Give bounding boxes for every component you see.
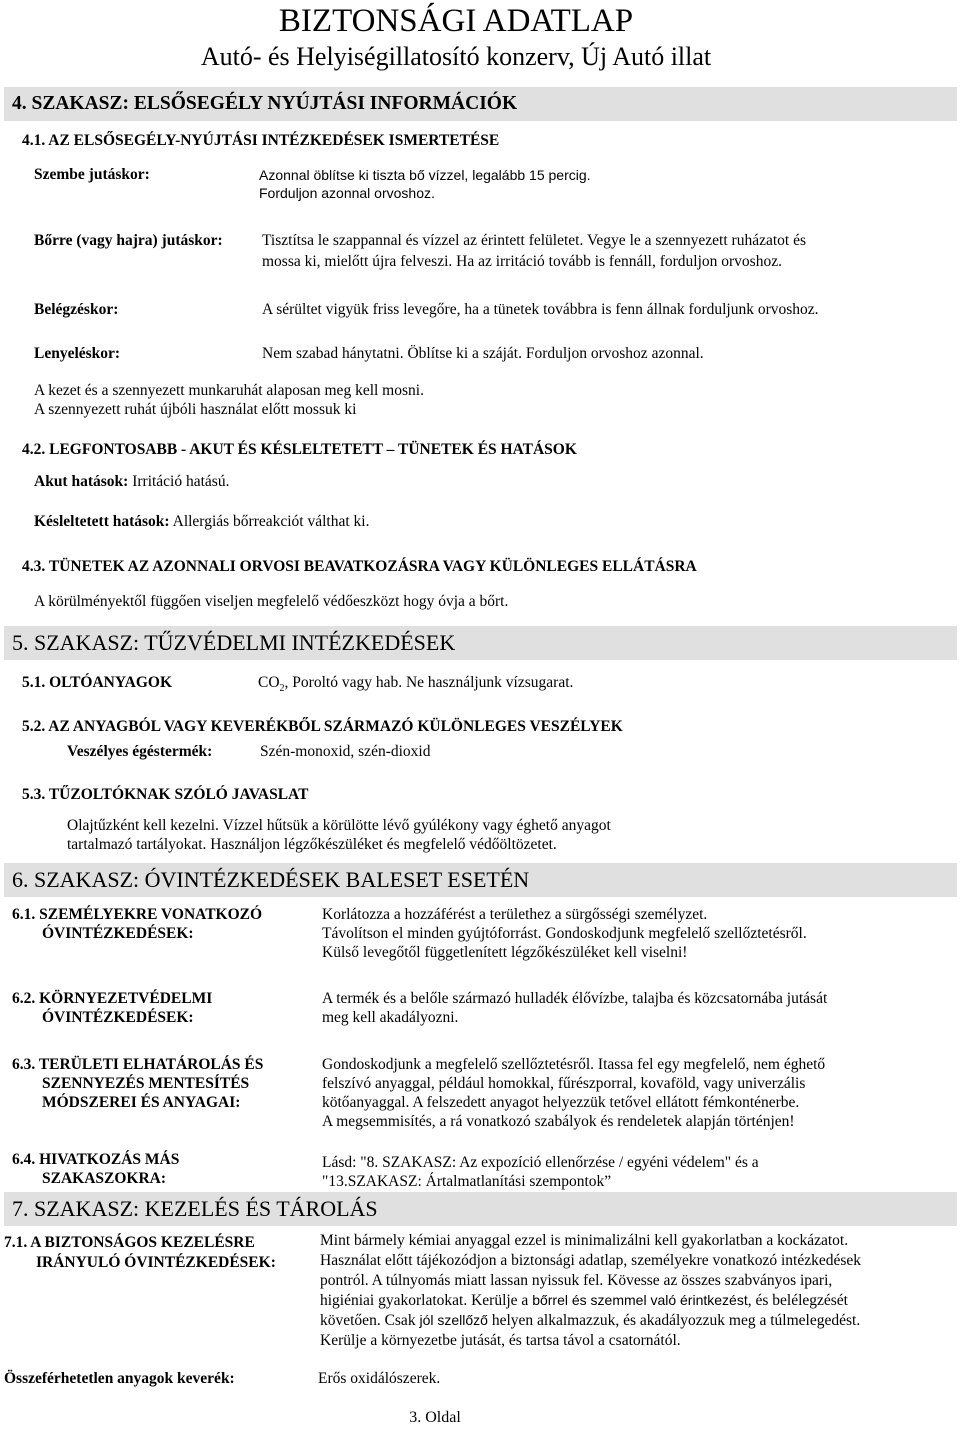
acute-effects-label: Akut hatások: bbox=[34, 473, 129, 490]
environmental-precautions-line-2: meg kell akadályozni. bbox=[322, 1009, 459, 1026]
eye-contact-line-2: Forduljon azonnal orvoshoz. bbox=[259, 185, 435, 201]
subsection-6-2-heading-2: ÓVINTÉZKEDÉSEK: bbox=[42, 1009, 194, 1026]
safe-handling-line-5 bbox=[320, 1311, 860, 1330]
containment-line-4: A megsemmisítés, a rá vonatkozó szabályok és rendeletek alapján történjen! bbox=[322, 1113, 795, 1130]
section-4-title: 4. SZAKASZ: ELSŐSEGÉLY NYÚJTÁSI INFORMÁCIÓK bbox=[12, 93, 518, 114]
subsection-6-4-heading-2: SZAKASZOKRA: bbox=[42, 1170, 167, 1187]
extinguishing-media-text: , Poroltó vagy hab. Ne használjunk vízsugarat. bbox=[284, 674, 574, 691]
subsection-4-3-text: A körülményektől függően viseljen megfelelő védőeszközt hogy óvja a bőrt. bbox=[34, 593, 509, 610]
hazardous-combustion-label: Veszélyes égéstermék: bbox=[67, 743, 213, 760]
safe-handling-line-5-part-2: jól szellőző bbox=[419, 1312, 488, 1328]
subsection-6-2-heading-1: 6.2. KÖRNYEZETVÉDELMI bbox=[12, 990, 213, 1007]
safe-handling-line-3: pontról. A túlnyomás miatt lassan nyissuk fel. Kövesse az összes szabványos ipari, bbox=[320, 1272, 833, 1289]
containment-line-2: felszívó anyaggal, például homokkal, fűrészporral, kovaföld, vagy univerzális bbox=[322, 1075, 806, 1092]
inhalation-label: Belégzéskor: bbox=[34, 301, 119, 318]
subsection-5-3-heading: 5.3. TŰZOLTÓKNAK SZÓLÓ JAVASLAT bbox=[22, 786, 309, 803]
personal-precautions-line-1: Korlátozza a hozzáférést a területhez a sürgősségi személyzet. bbox=[322, 906, 708, 923]
safe-handling-line-4-part-3: , és belélegzését bbox=[747, 1292, 848, 1309]
delayed-effects-label: Késleltetett hatások: bbox=[34, 513, 170, 530]
hygiene-note-2: A szennyezett ruhát újbóli használat előtt mossuk ki bbox=[34, 401, 357, 418]
reference-line-2: "13.SZAKASZ: Ártalmatlanítási szempontok” bbox=[322, 1173, 612, 1190]
page-number: 3. Oldal bbox=[409, 1409, 461, 1426]
containment-line-1: Gondoskodjunk a megfelelő szellőztetésről. Itassa fel egy megfelelő, nem éghető bbox=[322, 1056, 826, 1073]
subsection-6-1-heading-2: ÓVINTÉZKEDÉSEK: bbox=[42, 925, 194, 942]
subsection-6-1-heading-1: 6.1. SZEMÉLYEKRE VONATKOZÓ bbox=[12, 906, 263, 923]
incompatible-materials-text: Erős oxidálószerek. bbox=[318, 1370, 441, 1387]
safe-handling-line-1: Mint bármely kémiai anyaggal ezzel is minimalizálni kell gyakorlatban a kockázatot. bbox=[320, 1232, 849, 1249]
personal-precautions-line-3: Külső levegőtől függetlenített légzőkészüléket kell viselni! bbox=[322, 944, 688, 961]
subsection-5-2-heading: 5.2. AZ ANYAGBÓL VAGY KEVERÉKBŐL SZÁRMAZÓ KÜLÖNLEGES VESZÉLYEK bbox=[22, 718, 623, 735]
subsection-4-2-heading: 4.2. LEGFONTOSABB - AKUT ÉS KÉSLELTETETT – TÜNETEK ÉS HATÁSOK bbox=[22, 441, 577, 458]
co2-text: CO bbox=[258, 674, 280, 691]
incompatible-materials-label: Összeférhetetlen anyagok keverék: bbox=[4, 1370, 235, 1387]
eye-contact-label: Szembe jutáskor: bbox=[34, 166, 150, 183]
ingestion-text: Nem szabad hánytatni. Öblítse ki a száját. Forduljon orvoshoz azonnal. bbox=[262, 345, 704, 362]
inhalation-text: A sérültet vigyük friss levegőre, ha a tünetek továbbra is fenn állnak forduljunk orvoshoz. bbox=[262, 301, 819, 318]
document-title: BIZTONSÁGI ADATLAP bbox=[278, 3, 634, 39]
acute-effects bbox=[34, 472, 229, 491]
subsection-7-1-heading-1: 7.1. A BIZTONSÁGOS KEZELÉSRE bbox=[4, 1234, 255, 1251]
safe-handling-line-6: Kerülje a környezetbe jutását, és tartsa távol a csatornától. bbox=[320, 1332, 681, 1349]
eye-contact-line-1: Azonnal öblítse ki tiszta bő vízzel, legalább 15 percig. bbox=[259, 167, 591, 183]
containment-line-3: kötőanyaggal. A felszedett anyagot helyezzük tetővel ellátott fémkonténerbe. bbox=[322, 1094, 800, 1111]
section-7-title: 7. SZAKASZ: KEZELÉS ÉS TÁROLÁS bbox=[12, 1196, 378, 1221]
safe-handling-line-4-part-2: bőrrel és szemmel való érintkezést bbox=[532, 1292, 748, 1308]
subsection-6-4-heading-1: 6.4. HIVATKOZÁS MÁS bbox=[12, 1151, 180, 1168]
section-6-title: 6. SZAKASZ: ÓVINTÉZKEDÉSEK BALESET ESETÉN bbox=[12, 867, 530, 892]
subsection-6-3-heading-3: MÓDSZEREI ÉS ANYAGAI: bbox=[42, 1094, 241, 1111]
subsection-6-3-heading-1: 6.3. TERÜLETI ELHATÁROLÁS ÉS bbox=[12, 1056, 264, 1073]
extinguishing-media bbox=[258, 673, 574, 695]
personal-precautions-line-2: Távolítson el minden gyújtóforrást. Gondoskodjunk megfelelő szellőztetésről. bbox=[322, 925, 807, 942]
acute-effects-text: Irritáció hatású. bbox=[132, 473, 230, 490]
ingestion-label: Lenyeléskor: bbox=[34, 345, 121, 362]
subsection-7-1-heading-2: IRÁNYULÓ ÓVINTÉZKEDÉSEK: bbox=[36, 1254, 276, 1271]
skin-contact-line-2: mossa ki, mielőtt újra felveszi. Ha az irritáció tovább is fennáll, forduljon orvoshoz. bbox=[262, 253, 782, 270]
subsection-4-1-heading: 4.1. AZ ELSŐSEGÉLY-NYÚJTÁSI INTÉZKEDÉSEK ISMERTETÉSE bbox=[22, 132, 500, 149]
safe-handling-line-5-part-3: helyen alkalmazzuk, és akadályozzuk meg a túlmelegedést. bbox=[487, 1312, 861, 1329]
skin-contact-line-1: Tisztítsa le szappannal és vízzel az érintett felületet. Vegye le a szennyezett ruházatot és bbox=[262, 232, 806, 249]
safe-handling-line-5-part-1: követően. Csak bbox=[320, 1312, 420, 1329]
reference-line-1: Lásd: "8. SZAKASZ: Az expozíció ellenőrzése / egyéni védelem" és a bbox=[322, 1154, 759, 1171]
safe-handling-line-4 bbox=[320, 1291, 848, 1310]
environmental-precautions-line-1: A termék és a belőle származó hulladék élővízbe, talajba és közcsatornába jutását bbox=[322, 990, 828, 1007]
co2-subscript: 2 bbox=[279, 683, 285, 695]
safe-handling-line-2: Használat előtt tájékozódjon a biztonsági adatlap, személyekre vonatkozó intézkedések bbox=[320, 1252, 861, 1269]
firefighter-advice-line-2: tartalmazó tartályokat. Használjon légzőkészüléket és megfelelő védőöltözetet. bbox=[67, 836, 557, 853]
subsection-5-1-heading: 5.1. OLTÓANYAGOK bbox=[22, 674, 173, 691]
product-name: Autó- és Helyiségillatosító konzerv, Új Autó illat bbox=[200, 42, 712, 71]
firefighter-advice-line-1: Olajtűzként kell kezelni. Vízzel hűtsük a körülötte lévő gyúlékony vagy éghető anyagot bbox=[67, 817, 611, 834]
safe-handling-line-4-part-1: higiéniai gyakorlatokat. Kerülje a bbox=[320, 1292, 533, 1309]
section-5-title: 5. SZAKASZ: TŰZVÉDELMI INTÉZKEDÉSEK bbox=[12, 630, 456, 655]
delayed-effects-text: Allergiás bőrreakciót válthat ki. bbox=[172, 513, 370, 530]
subsection-6-3-heading-2: SZENNYEZÉS MENTESÍTÉS bbox=[42, 1075, 250, 1092]
skin-contact-label: Bőrre (vagy hajra) jutáskor: bbox=[34, 232, 223, 249]
delayed-effects bbox=[34, 512, 369, 531]
subsection-4-3-heading: 4.3. TÜNETEK AZ AZONNALI ORVOSI BEAVATKOZÁSRA VAGY KÜLÖNLEGES ELLÁTÁSRA bbox=[22, 558, 697, 575]
hazardous-combustion-text: Szén-monoxid, szén-dioxid bbox=[260, 743, 431, 760]
hygiene-note-1: A kezet és a szennyezett munkaruhát alaposan meg kell mosni. bbox=[34, 382, 424, 399]
